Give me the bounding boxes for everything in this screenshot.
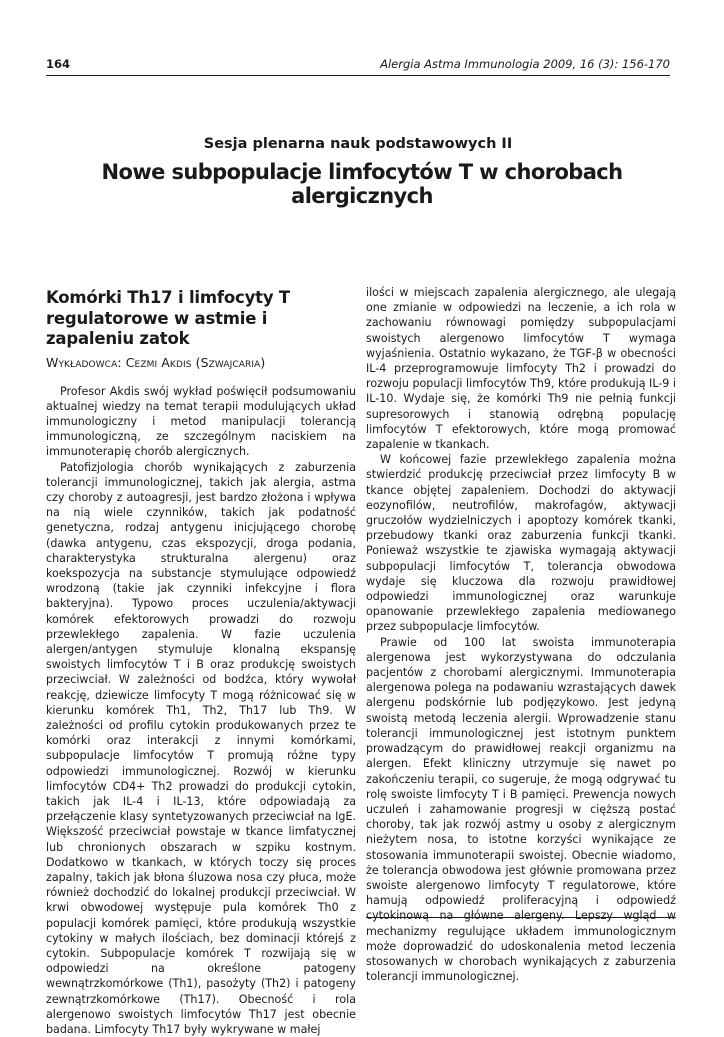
paragraph: Prawie od 100 lat swoista immunoterapia alergenowa jest wykorzystywana do odczulania pacjentów z chorobami alergicznymi. Immunoterapia alergenowa polega na podawaniu wzrastających dawek alergenu podskórnie lub podjęzykowo. Jest jedyną swoistą metodą leczenia alergii. Wprowadzenie stanu tolerancji immunologicznej jest istotnym punktem prowadzącym do prawidłowej reakcji organizmu na alergen. Efekt kliniczny utrzymuje się nawet po zakończeniu terapii, co sugeruje, że mogą odgrywać tu rolę swoiste limfocyty T i B pamięci. Prewencja nowych uczuleń i zahamowanie progresji w cięższą postać choroby, tak jak rozwój astmy u osoby z alergicznym nieżytem nosa, to istotne korzyści wynikające ze stosowania immunoterapii swoistej. Obecnie wiadomo, że tolerancja obwodowa jest głównie promowana przez swoiste alergenowo limfocyty T regulatorowe, które hamują odpowiedź proliferacyjną i odpowiedź cytokinową na główne alergeny. Lepszy wgląd w mechanizmy regulujące układem immunologicznym może doprowadzić do udoskonalenia metod leczenia stosowanych w chorobach wynikających z zaburzenia tolerancji immunologicznej. — [366, 635, 676, 984]
session-title: Sesja plenarna nauk podstawowych II — [203, 136, 513, 152]
right-column — [366, 285, 676, 984]
header-rule — [46, 75, 670, 76]
journal-citation: Alergia Astma Immunologia 2009, 16 (3): 156-170 — [380, 57, 670, 71]
paragraph: Patofizjologia chorób wynikających z zaburzenia tolerancji immunologicznej, takich jak alergia, astma czy choroby z autoagresji, jest bardzo złożona i wpływa na nią wiele czynników, takich jak podatność genetyczna, rodzaj antygenu inicjującego chorobę (dawka antygenu, czas ekspozycji, droga podania, charakterystyka strukturalna alergenu) oraz koekspozycja na substancje stymulujące odpowiedź wrodzoną (takie jak czynniki infekcyjne i flora bakteryjna). Typowo proces uczulenia/aktywacji komórek efektorowych prowadzi do rozwoju przewlekłego zapalenia. W fazie uczulenia alergen/antygen stymuluje klonalną ekspansję swoistych limfocytów T i B oraz produkcję swoistych przeciwciał. W zależności od bodźca, który wywołał reakcję, dziewicze limfocyty T mogą różnicować się w kierunku komórek Th1, Th2, Th17 lub Th9. W zależności od profilu cytokin produkowanych przez te komórki oraz interakcji z innymi komórkami, subpopulacje limfocytów T promują różne typy odpowiedzi immunologicznej. Rozwój w kierunku limfocytów CD4+ Th2 prowadzi do produkcji cytokin, takich jak IL-4 i IL-13, które odpowiadają za przełączenie klasy syntetyzowanych przeciwciał na IgE. Większość przeciwciał powstaje w tkance limfatycznej lub chronionych obszarach w szpiku kostnym. Dodatkowo w tkankach, w których toczy się proces zapalny, takich jak błona śluzowa nosa czy płuca, może również dochodzić do lokalnej produkcji przeciwciał. W krwi obwodowej występuje pula komórek Th0 z populacji komórek pamięci, które produkują wszystkie cytokiny w małych ilościach, bez dominacji którejś z cytokin. Subpopulacje komórek T rozwijają się w odpowiedzi na określone patogeny wewnątrzkomórkowe (Th1), pasożyty (Th2) i patogeny zewnątrzkomórkowe (Th17). Obecność i rola alergenowo swoistych limfocytów Th17 jest obecnie badana. Limfocyty Th17 były wykrywane w małej — [46, 460, 356, 1037]
speaker-line: Wykładowca: Cezmi Akdis (Szwajcaria) — [46, 354, 266, 370]
paragraph: Profesor Akdis swój wykład poświęcił podsumowaniu aktualnej wiedzy na temat terapii modulujących układ immunologiczny i metod manipulacji tolerancją immunologiczną, ze szczególnym naciskiem na immunoterapię chorób alergicznych. — [46, 384, 356, 459]
running-header — [46, 57, 670, 73]
left-column — [46, 285, 356, 1037]
page-number: 164 — [46, 57, 71, 71]
section-end-rule — [366, 917, 676, 918]
page-title: Nowe subpopulacje limfocytów T w chorobach alergicznych — [101, 160, 623, 208]
paragraph: ilości w miejscach zapalenia alergicznego, ale ulegają one zmianie w odpowiedzi na leczenie, a ich rola w zachowaniu równowagi pomiędzy subpopulacjami swoistych alergenowo limfocytów T wymaga wyjaśnienia. Ostatnio wykazano, że TGF-β w obecności IL-4 przeprogramowuje limfocyty Th2 i prowadzi do rozwoju populacji limfocytów Th9, które produkują IL-9 i IL-10. Wydaje się, że komórki Th9 nie pełnią funkcji supresorowych i stanowią odrębną populację limfocytów T efektorowych, które mogą promować zapalenie w tkankach. — [366, 286, 676, 452]
article-title: Komórki Th17 i limfocyty T regulatorowe w astmie i zapaleniu zatok — [46, 288, 290, 348]
paragraph: W końcowej fazie przewlekłego zapalenia można stwierdzić produkcję przeciwciał przez limfocyty B w tkance objętej zapaleniem. Dochodzi do aktywacji eozynofilów, neutrofilów, makrofagów, aktywacji gruczołów wydzielniczych i apoptozy komórek tkanki, przebudowy tkanki oraz zaburzenia funkcji tkanki. Ponieważ wszystkie te zjawiska wymagają aktywacji subpopulacji limfocytów T, tolerancja obwodowa wydaje się kluczowa dla rozwoju prawidłowej odpowiedzi immunologicznej oraz warunkuje opanowanie przewlekłego zapalenia mediowanego przez subpopulacje limfocytów. — [366, 453, 676, 634]
